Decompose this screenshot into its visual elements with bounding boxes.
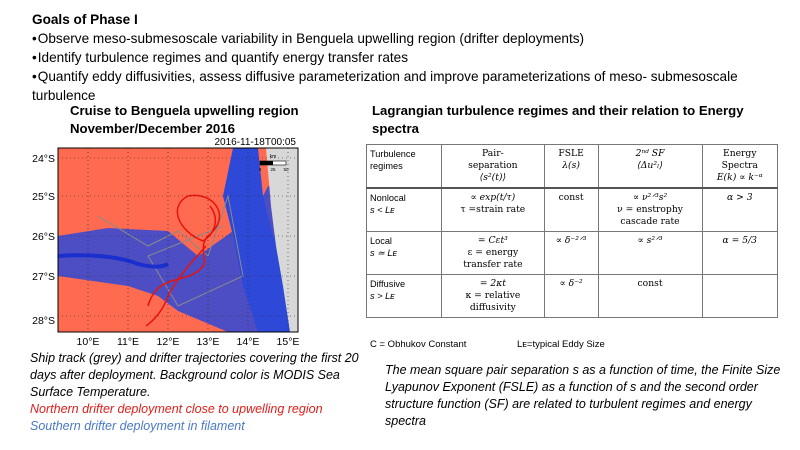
- obukhov-note: C = Obhukov Constant: [370, 339, 467, 350]
- energy-spectra-cell: [702, 232, 777, 275]
- bullet-marker: •: [32, 50, 37, 65]
- lat-label: 28°S: [32, 315, 55, 327]
- map-title: Cruise to Benguela upwelling region November/December 2016: [70, 103, 299, 136]
- bullet-marker: •: [32, 69, 37, 84]
- map-timestamp: 2016-11-18T00:05: [214, 137, 296, 148]
- cell-line: s > Lᴇ: [370, 291, 395, 301]
- structure-function-cell: [598, 232, 702, 275]
- pair-separation-cell: [442, 275, 544, 318]
- cell-line: τ =strain rate: [460, 204, 526, 215]
- cell-line: const: [558, 192, 584, 203]
- cell-line: cascade rate: [620, 216, 680, 227]
- map-caption: Ship track (grey) and drifter trajectories covering the first 20 days after deployment. Background color is MODIS Sea Surface Temperature.: [30, 351, 359, 399]
- lon-label: 10°E: [76, 336, 100, 348]
- header-line: λ(s): [562, 160, 580, 171]
- map-caption-block: [30, 350, 370, 435]
- lon-label: 12°E: [156, 336, 180, 348]
- lat-label: 27°S: [32, 271, 55, 283]
- regime-cell: [367, 275, 442, 318]
- header-cell: [442, 145, 544, 189]
- header-line: separation: [468, 160, 518, 171]
- header-line: ⟨s²(t)⟩: [479, 172, 507, 183]
- header-line: regimes: [370, 161, 403, 171]
- lat-label: 24°S: [32, 153, 55, 165]
- table-title: Lagrangian turbulence regimes and their relation to Energy spectra: [372, 103, 744, 136]
- pair-separation-cell: [442, 232, 544, 275]
- goal-text: Identify turbulence regimes and quantify energy transfer rates: [37, 50, 409, 65]
- lon-label: 11°E: [116, 336, 140, 348]
- cell-line: ∝ s²ᐟ³: [637, 235, 663, 246]
- goal-bullet: [32, 67, 792, 105]
- scale-bar-tick: 25: [270, 167, 276, 172]
- lon-label: 15°E: [276, 336, 300, 348]
- fsle-cell: [544, 232, 598, 275]
- cell-line: ∝ ν²ᐟ³s²: [632, 192, 668, 203]
- header-line: ⟨Δu²ₗ⟩: [637, 160, 663, 171]
- longitude-axis: [77, 336, 300, 348]
- cell-line: Nonlocal: [370, 193, 406, 203]
- cell-line: Diffusive: [370, 279, 406, 289]
- table-row-local: [367, 232, 778, 275]
- goals-title: Goals of Phase I: [32, 12, 138, 27]
- spectra-caption: The mean square pair separation s as a function of time, the Finite Size Lyapunov Exponent (FSLE) as a function of s and the second order structure function (SF) are related to turbulent regimes and energy spectra: [385, 363, 781, 428]
- scale-bar-tick: 0: [258, 167, 262, 172]
- turbulence-regimes-table: [366, 144, 778, 318]
- header-cell: [367, 145, 442, 189]
- pair-separation-cell: [442, 188, 544, 232]
- cell-line: ∝ δ⁻²ᐟ³: [555, 235, 587, 246]
- lon-label: 13°E: [196, 336, 220, 348]
- cell-line: κ = relative: [465, 290, 521, 301]
- header-line: Energy: [722, 148, 757, 159]
- fsle-cell: [544, 275, 598, 318]
- bullet-marker: •: [32, 31, 37, 46]
- cell-line: ∝ exp(t/τ): [470, 192, 516, 203]
- latitude-axis: [32, 153, 55, 327]
- cell-line: const: [637, 278, 663, 289]
- fsle-cell: [544, 188, 598, 232]
- lon-label: 14°E: [236, 336, 260, 348]
- header-cell: [598, 145, 702, 189]
- goal-text: Observe meso-submesoscale variability in Benguela upwelling region (drifter deployments): [37, 31, 585, 46]
- table-header-row: [367, 145, 778, 189]
- cell-line: = 2κt: [479, 278, 506, 289]
- table-row-nonlocal: [367, 188, 778, 232]
- cell-line: α = 5/3: [722, 235, 758, 246]
- header-line: 2ⁿᵈ SF: [635, 148, 665, 159]
- cell-line: diffusivity: [469, 302, 516, 313]
- regime-cell: [367, 188, 442, 232]
- table-row-diffusive: [367, 275, 778, 318]
- header-cell: [702, 145, 777, 189]
- structure-function-cell: [598, 275, 702, 318]
- regime-cell: [367, 232, 442, 275]
- lat-label: 26°S: [32, 231, 55, 243]
- goals-section: [32, 10, 792, 105]
- cell-line: = Cεt³: [477, 235, 508, 246]
- goal-bullet: [32, 48, 792, 67]
- cell-line: ∝ δ⁻²: [559, 278, 583, 289]
- goal-text: Quantify eddy diffusivities, assess diffusive parameterization and improve parameterizations of meso- submesoscale turbulence: [32, 69, 738, 103]
- energy-spectra-cell: [702, 188, 777, 232]
- header-line: Turbulence: [370, 149, 416, 159]
- lat-label: 25°S: [32, 191, 55, 203]
- cell-line: transfer rate: [463, 259, 523, 270]
- header-line: E(k) ∝ k⁻ᵅ: [716, 172, 763, 183]
- scale-bar-tick: 50: [283, 167, 289, 172]
- map-plot-area: [58, 148, 298, 332]
- north-deployment-note: Northern drifter deployment close to upwelling region: [30, 402, 323, 416]
- scale-bar-title: km: [269, 154, 277, 160]
- turbulence-regimes-table-container: [366, 144, 778, 318]
- cell-line: s ≃ Lᴇ: [370, 248, 397, 258]
- cell-line: α > 3: [726, 192, 753, 203]
- header-line: Pair-: [482, 148, 504, 159]
- header-line: FSLE: [558, 148, 584, 159]
- sst-drifter-map: [28, 136, 318, 350]
- energy-spectra-cell: [702, 275, 777, 318]
- cell-line: ε = energy: [467, 247, 519, 258]
- header-line: Spectra: [721, 160, 758, 171]
- cell-line: Local: [370, 236, 392, 246]
- cell-line: s < Lᴇ: [370, 205, 395, 215]
- cell-line: ν = enstrophy: [617, 204, 683, 215]
- goal-bullet: [32, 29, 792, 48]
- south-deployment-note: Southern drifter deployment in filament: [30, 419, 245, 433]
- header-cell: [544, 145, 598, 189]
- structure-function-cell: [598, 188, 702, 232]
- eddy-size-note: Lᴇ=typical Eddy Size: [517, 339, 605, 350]
